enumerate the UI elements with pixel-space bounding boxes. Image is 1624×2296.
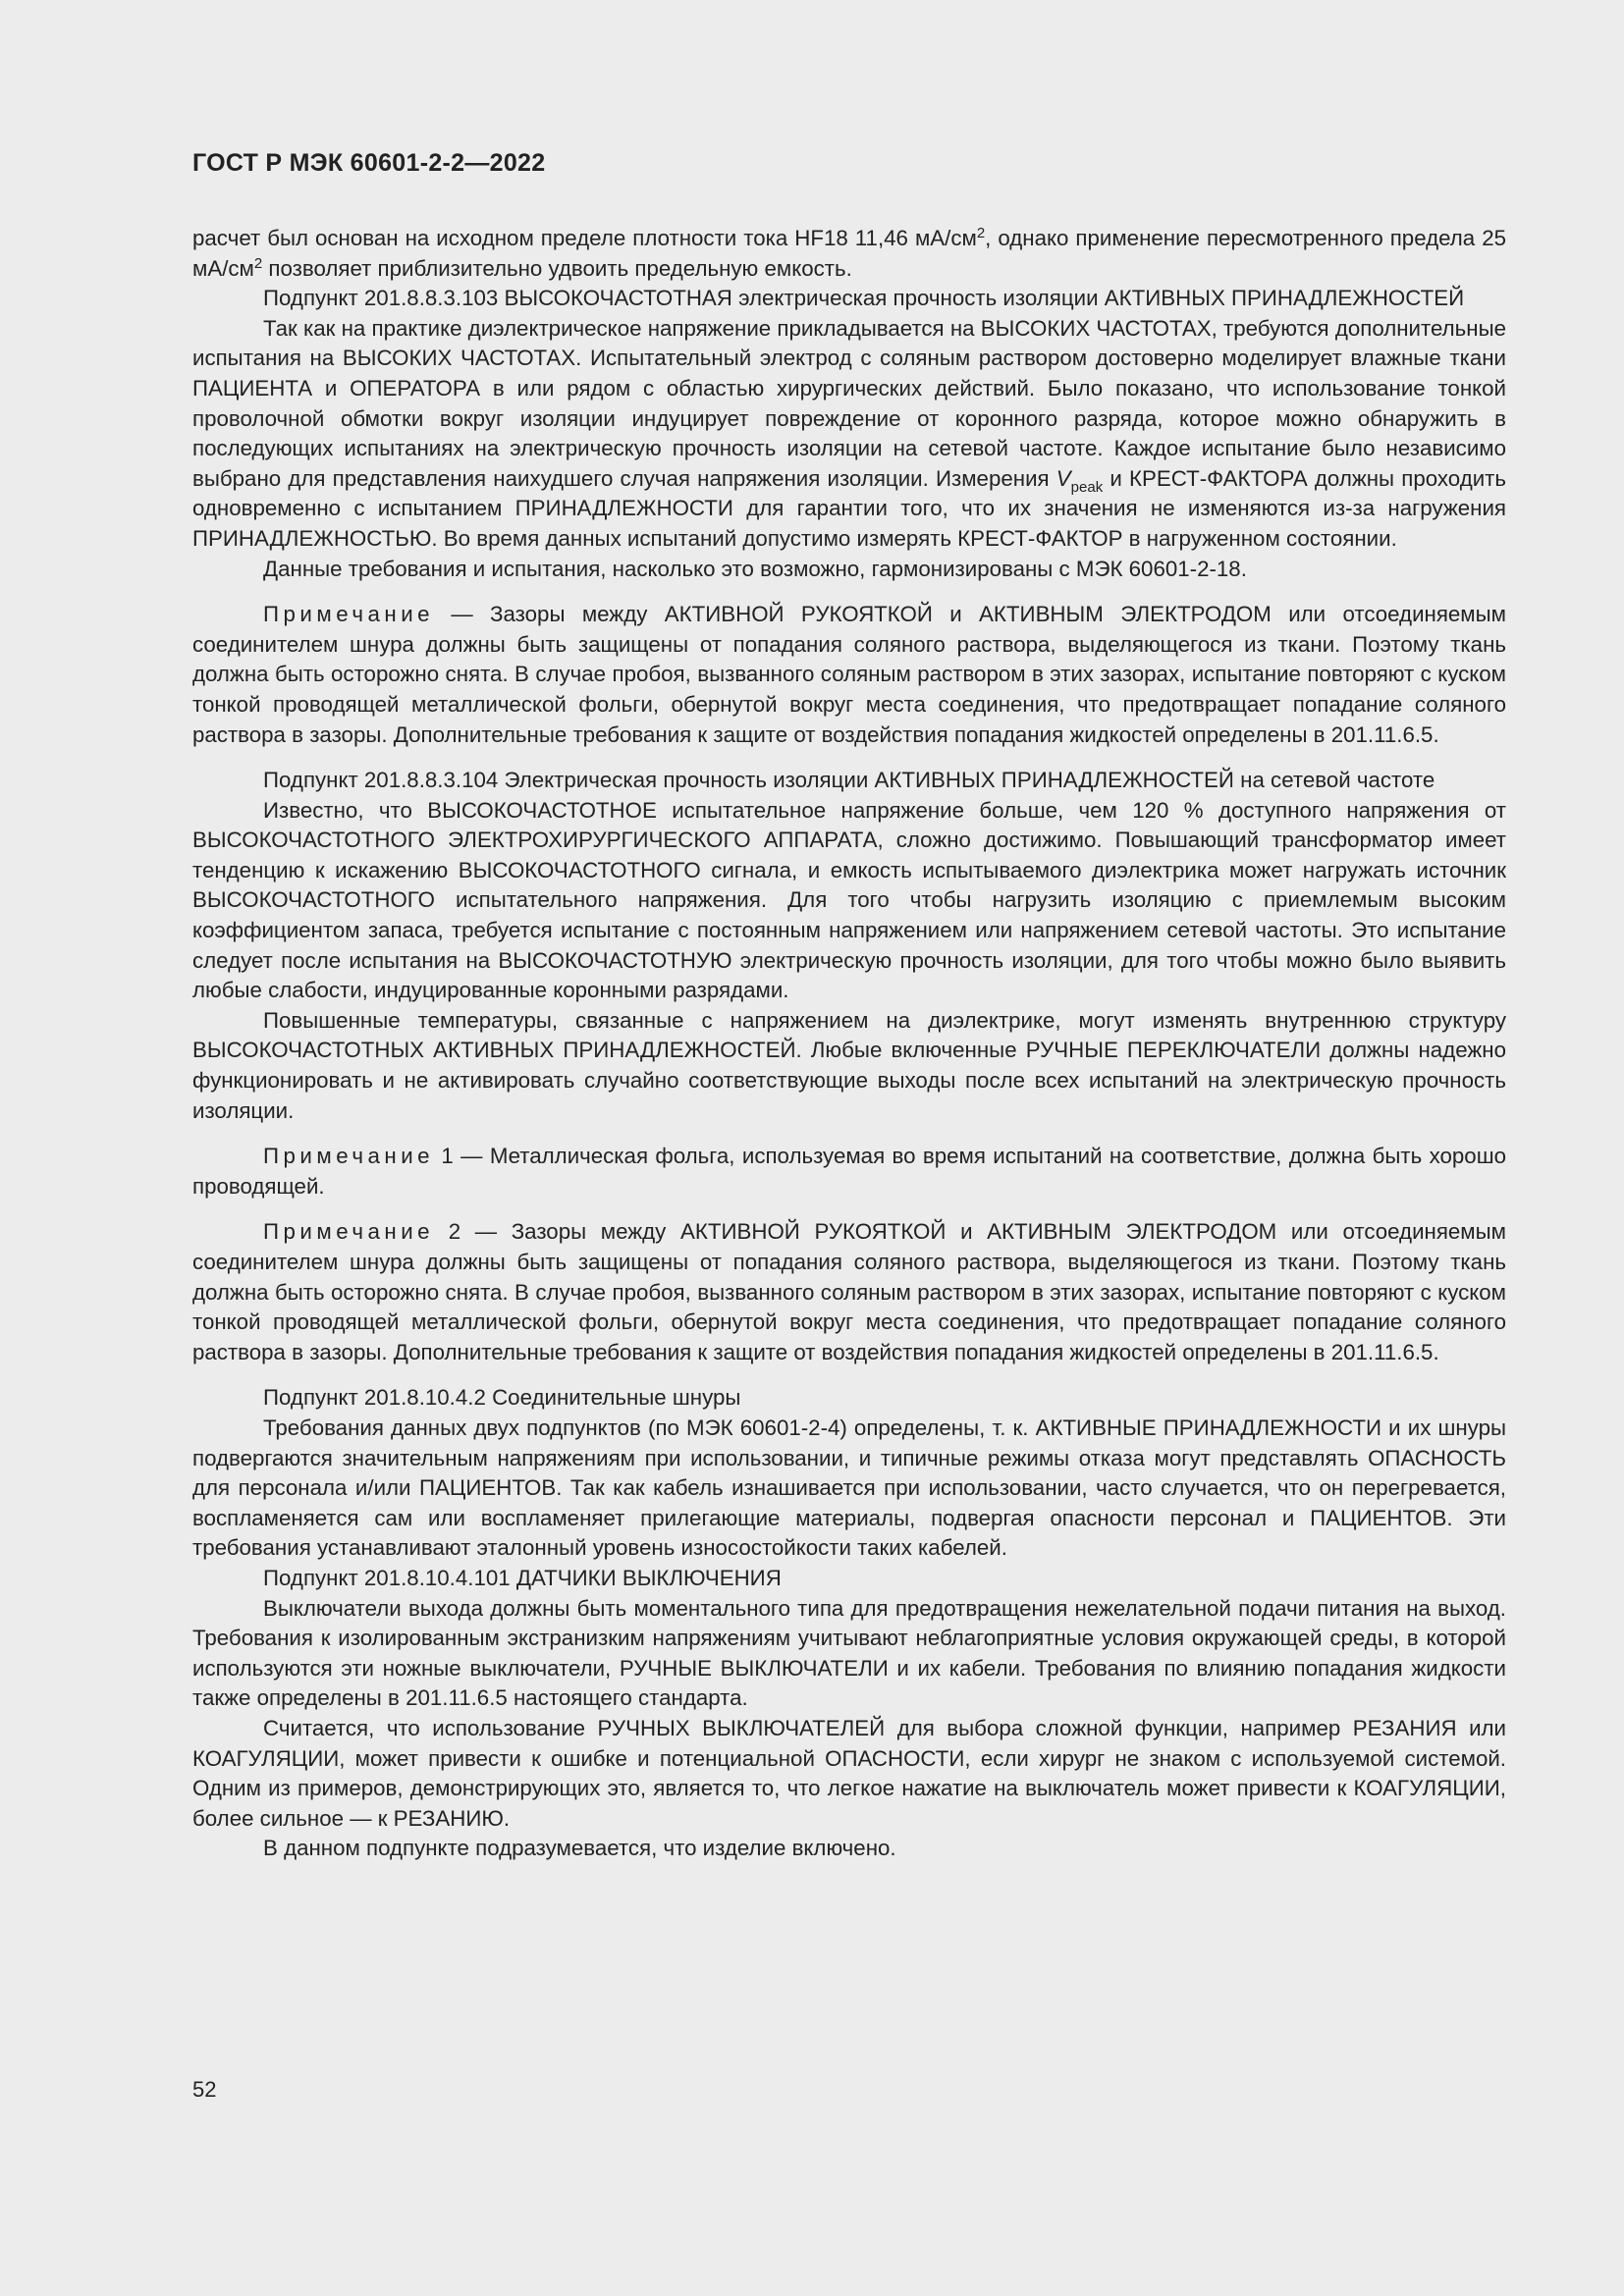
note-label: Примечание xyxy=(263,602,435,627)
superscript: 2 xyxy=(253,254,263,272)
note-text: 1 — Металлическая фольга, используемая во время испытаний на соответствие, должна быть хорошо проводящей. xyxy=(192,1144,1506,1199)
paragraph-continuation xyxy=(192,224,1506,284)
subclause-heading: Подпункт 201.8.10.4.2 Соединительные шнуры xyxy=(263,1385,741,1411)
note xyxy=(192,1142,1506,1201)
italic-symbol: V xyxy=(1056,465,1071,491)
superscript: 2 xyxy=(976,225,986,241)
note-text: — Зазоры между АКТИВНОЙ РУКОЯТКОЙ и АКТИВНЫМ ЭЛЕКТРОДОМ или отсоединяемым соединителем шнура должны быть защищены от попадания соляного раствора, выделяющегося из ткани. Поэтому ткань должна быть осторожно снята. В случае пробоя, вызванного соляным раствором в этих зазорах, испытание повторяют с куском тонкой проводящей металлической фольги, обернутой вокруг места соединения, что предотвращает попадание соляного раствора в зазоры. Дополнительные требования к защите от воздействия попадания жидкостей определены в 201.11.6.5. xyxy=(192,602,1506,747)
paragraph: Выключатели выхода должны быть моментального типа для предотвращения нежелательной подачи питания на выход. Требования к изолированным экстранизким напряжениям учитывают неблагоприятные условия окружающей среды, в которой используются эти ножные выключатели, РУЧНЫЕ ВЫКЛЮЧАТЕЛИ и их кабели. Требования по влиянию попадания жидкости также определены в 201.11.6.5 настоящего стандарта. xyxy=(192,1595,1506,1711)
subclause-heading: Подпункт 201.8.8.3.103 ВЫСОКОЧАСТОТНАЯ электрическая прочность изоляции АКТИВНЫХ ПРИНАДЛЕЖНОСТЕЙ xyxy=(263,286,1465,311)
paragraph: Требования данных двух подпунктов (по МЭК 60601-2-4) определены, т. к. АКТИВНЫЕ ПРИНАДЛЕЖНОСТИ и их шнуры подвергаются значительным напряжениям при использовании, и типичные режимы отказа могут представлять ОПАСНОСТЬ для персонала и/или ПАЦИЕНТОВ. Так как кабель изнашивается при использовании, часто случается, что он перегревается, воспламеняется сам или воспламеняет прилегающие материалы, подвергая опасности персонал и ПАЦИЕНТОВ. Эти требования устанавливают эталонный уровень износостойкости таких кабелей. xyxy=(192,1415,1506,1561)
note xyxy=(192,1217,1506,1367)
note-label: Примечание xyxy=(263,1219,435,1245)
subclause-heading: Подпункт 201.8.10.4.101 ДАТЧИКИ ВЫКЛЮЧЕНИЯ xyxy=(263,1565,782,1590)
note xyxy=(192,600,1506,750)
document-header: ГОСТ Р МЭК 60601-2-2—2022 xyxy=(192,149,546,177)
paragraph: Известно, что ВЫСОКОЧАСТОТНОЕ испытательное напряжение больше, чем 120 % доступного напряжения от ВЫСОКОЧАСТОТНОГО ЭЛЕКТРОХИРУРГИЧЕСКОГО АППАРАТА, сложно достижимо. Повышающий трансформатор имеет тенденцию к искажению ВЫСОКОЧАСТОТНОГО сигнала, и емкость испытываемого диэлектрика может нагружать источник ВЫСОКОЧАСТОТНОГО испытательного напряжения. Для того чтобы нагрузить изоляцию с приемлемым высоким коэффициентом запаса, требуется испытание с постоянным напряжением или напряжением сетевой частоты. Это испытание следует после испытания на ВЫСОКОЧАСТОТНУЮ электрическую прочность изоляции, для того чтобы можно было выявить любые слабости, индуцированные коронными разрядами. xyxy=(192,797,1506,1003)
note-label: Примечание xyxy=(263,1144,435,1169)
text-span: Так как на практике диэлектрическое напряжение прикладывается на ВЫСОКИХ ЧАСТОТАХ, требуются дополнительные испытания на ВЫСОКИХ ЧАСТОТАХ. Испытательный электрод с соляным раствором достоверно моделирует влажные ткани ПАЦИЕНТА и ОПЕРАТОРА в или рядом с областью хирургических действий. Было показано, что использование тонкой проволочной обмотки вокруг изоляции индуцирует повреждение от коронного разряда, которое можно обнаружить в последующих испытаниях на электрическую прочность изоляции на сетевой частоте. Каждое испытание было независимо выбрано для представления наихудшего случая напряжения изоляции. Измерения xyxy=(192,315,1506,491)
text-span: и КРЕСТ-ФАКТОРА должны проходить одновременно с испытанием ПРИНАДЛЕЖНОСТИ для гарантии того, что их значения не изменяются из-за нагружения ПРИНАДЛЕЖНОСТЬЮ. Во время данных испытаний допустимо измерять КРЕСТ-ФАКТОР в нагруженном состоянии. xyxy=(192,465,1506,551)
paragraph xyxy=(192,314,1506,555)
page-number: 52 xyxy=(192,2077,217,2102)
text-span: расчет был основан на исходном пределе плотности тока HF18 11,46 мА/см xyxy=(192,226,977,250)
text-span: , однако применение пересмотренного предела 25 мА/см xyxy=(192,226,1506,281)
paragraph: В данном подпункте подразумевается, что изделие включено. xyxy=(263,1836,896,1861)
paragraph: Данные требования и испытания, насколько это возможно, гармонизированы с МЭК 60601-2-18. xyxy=(263,556,1247,581)
subscript: peak xyxy=(1070,478,1104,496)
paragraph: Считается, что использование РУЧНЫХ ВЫКЛЮЧАТЕЛЕЙ для выбора сложной функции, например РЕЗАНИЯ или КОАГУЛЯЦИИ, может привести к ошибке и потенциальной ОПАСНОСТИ, если хирург не знаком с используемой системой. Одним из примеров, демонстрирующих это, является то, что легкое нажатие на выключатель может привести к КОАГУЛЯЦИИ, более сильное — к РЕЗАНИЮ. xyxy=(192,1715,1506,1831)
note-text: 2 — Зазоры между АКТИВНОЙ РУКОЯТКОЙ и АКТИВНЫМ ЭЛЕКТРОДОМ или отсоединяемым соединителем шнура должны быть защищены от попадания соляного раствора, выделяющегося из ткани. Поэтому ткань должна быть осторожно снята. В случае пробоя, вызванного соляным раствором в этих зазорах, испытание повторяют с куском тонкой проводящей металлической фольги, обернутой вокруг места соединения, что предотвращает попадание соляного раствора в зазоры. Дополнительные требования к защите от воздействия попадания жидкостей определены в 201.11.6.5. xyxy=(192,1219,1506,1364)
paragraph: Повышенные температуры, связанные с напряжением на диэлектрике, могут изменять внутреннюю структуру ВЫСОКОЧАСТОТНЫХ АКТИВНЫХ ПРИНАДЛЕЖНОСТЕЙ. Любые включенные РУЧНЫЕ ПЕРЕКЛЮЧАТЕЛИ должны надежно функционировать и не активировать случайно соответствующие выходы после всех испытаний на электрическую прочность изоляции. xyxy=(192,1007,1506,1123)
document-body xyxy=(192,224,1506,1864)
subclause-heading: Подпункт 201.8.8.3.104 Электрическая прочность изоляции АКТИВНЫХ ПРИНАДЛЕЖНОСТЕЙ на сетевой частоте xyxy=(263,768,1435,793)
text-span: позволяет приблизительно удвоить предельную емкость. xyxy=(262,255,852,281)
